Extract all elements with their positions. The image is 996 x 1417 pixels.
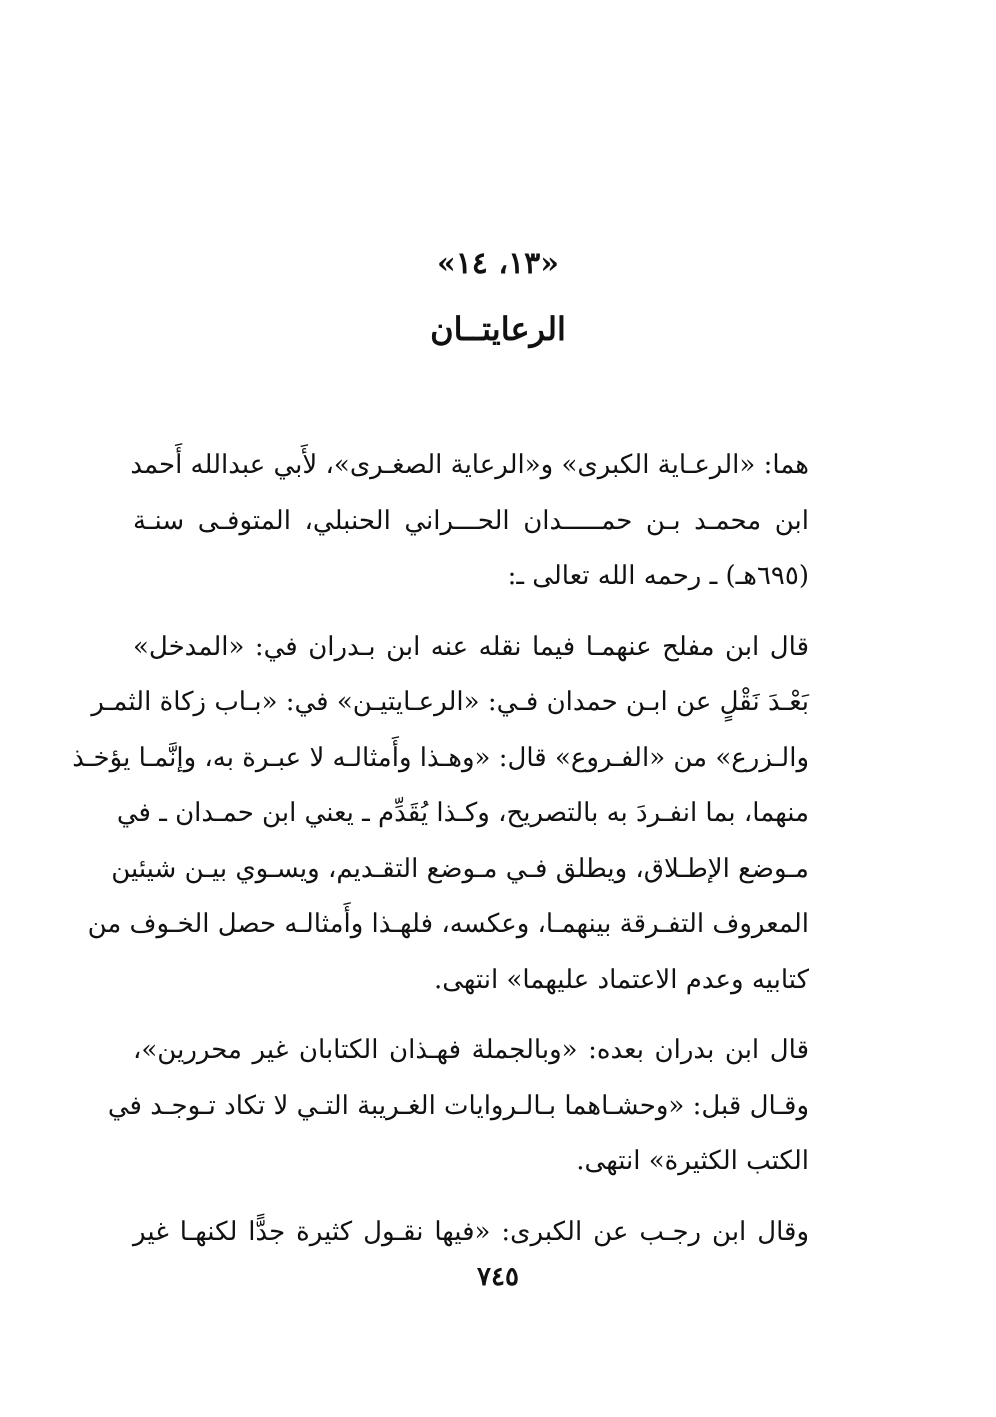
- text-line: كتابيه وعدم الاعتماد عليهما» انتهى.: [433, 964, 809, 995]
- paragraph-2: [72, 620, 861, 1009]
- text-line: مـوضع الإطـلاق، ويطلق فـي مـوضع التقـديم، ويسـوي بيـن شيئين: [111, 853, 809, 884]
- section-title: الرعايتــان: [430, 310, 566, 348]
- paragraph-4: [133, 1205, 861, 1261]
- text-line: منهما، بما انفـردَ به بالتصريح، وكـذا يُقَدِّم ـ يعني ابن حمـدان ـ في: [116, 798, 809, 828]
- text-line: والـزرع» من «الفـروع» قال: «وهـذا وأَمثالـه لا عبـرة به، وإنَّمـا يؤخـذ: [72, 742, 809, 773]
- paragraph-1: [130, 438, 861, 605]
- text-line: المعروف التفـرقة بينهمـا، وعكسه، فلهـذا وأَمثالـه حصل الخـوف من: [87, 909, 809, 939]
- text-line: هما: «الرعـاية الكبرى» و«الرعاية الصغـرى»، لأَبي عبدالله أَحمد: [130, 450, 809, 480]
- text-line: بَعْـدَ نَقْلٍ عن ابـن حمدان فـي: «الرعـايتيـن» في: «بـاب زكاة الثمـر: [91, 687, 809, 717]
- section-number: «١٣، ١٤»: [436, 246, 560, 281]
- text-line: الكتب الكثيرة» انتهى.: [576, 1146, 809, 1176]
- paragraph-3: [107, 1023, 861, 1190]
- text-line: وقـال قبل: «وحشـاهما بـالـروايات الغـريبة التـي لا تكاد تـوجـد في: [107, 1090, 809, 1121]
- text-line: قال ابن بدران بعده: «وبالجملة فهـذان الكتابان غير محررين»،: [133, 1035, 809, 1065]
- body-text: [72, 438, 861, 1275]
- text-line: وقال ابن رجـب عن الكبرى: «فيها نقـول كثيرة جدًّا لكنهـا غير: [133, 1216, 809, 1247]
- text-line: (٦٩٥هـ) ـ رحمه الله تعالى ـ:: [507, 561, 809, 591]
- page-number: ٧٤٥: [477, 1262, 519, 1292]
- text-line: قال ابن مفلح عنهمـا فيما نقله عنه ابن بـدران في: «المدخل»: [133, 631, 809, 662]
- text-line: ابن محمـد بـن حمـــــدان الحـــراني الحنبلي، المتوفـى سنـة: [133, 505, 809, 536]
